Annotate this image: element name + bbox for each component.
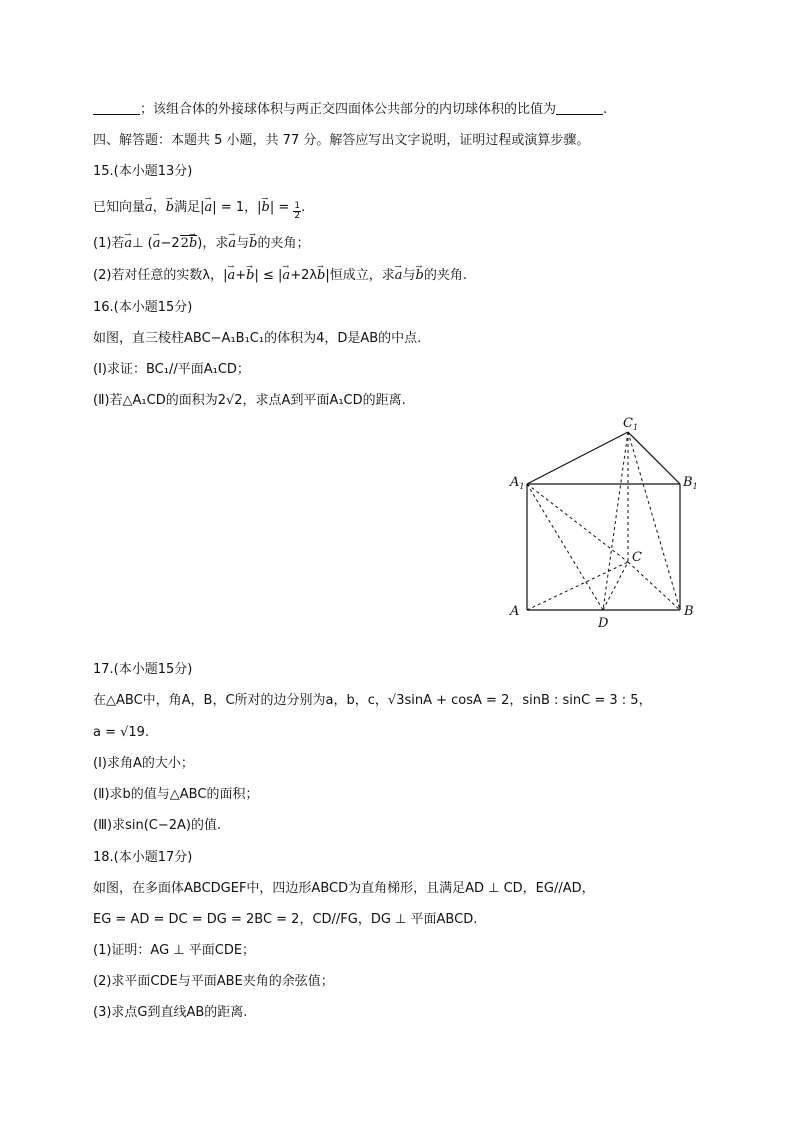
question-17-part-2: (Ⅱ)求b的值与△ABC的面积； bbox=[93, 787, 259, 802]
question-17-part-3: (Ⅲ)求sin(C−2A)的值. bbox=[93, 818, 222, 833]
prism-figure bbox=[500, 410, 710, 635]
question-18-part-3: (3)求点G到直线AB的距离. bbox=[93, 1005, 248, 1020]
vertex-label-c1: $C_1$ bbox=[623, 416, 639, 432]
question-17-part-1: (Ⅰ)求角A的大小； bbox=[93, 756, 194, 771]
question-18-stem-1: 如图，在多面体ABCDGEF中，四边形ABCD为直角梯形，且满足AD ⊥ CD，EG//AD， bbox=[93, 881, 595, 896]
vertex-label-c: C bbox=[632, 550, 642, 565]
fraction-one-half: $\frac{1}{2}$ bbox=[294, 201, 301, 221]
question-15-part-2: (2)若对任意的实数λ，|→ a+→ b| ≤ |→ a+2λ→ b|恒成立，求→ a与→ b的夹角. bbox=[93, 268, 467, 284]
prism-solid-edges bbox=[527, 432, 680, 610]
prism-hidden-edges bbox=[527, 432, 680, 610]
q14-tail-line: ；该组合体的外接球体积与两正交四面体公共部分的内切球体积的比值为 . bbox=[93, 102, 607, 118]
question-18-part-2: (2)求平面CDE与平面ABE夹角的余弦值； bbox=[93, 974, 334, 989]
answer-blank bbox=[93, 102, 140, 115]
question-16-part-1: (Ⅰ)求证：BC₁//平面A₁CD； bbox=[93, 362, 250, 377]
question-17-stem-2: a = √19. bbox=[93, 725, 150, 740]
q14-tail-text: ；该组合体的外接球体积与两正交四面体公共部分的内切球体积的比值为 bbox=[140, 102, 557, 117]
question-17-stem-1: 在△ABC中，角A，B，C所对的边分别为a，b，c，√3sinA + cosA = 2，sinB : sinC = 3 : 5， bbox=[93, 693, 652, 708]
section-heading: 四、解答题：本题共 5 小题，共 77 分。解答应写出文字说明，证明过程或演算步骤。 bbox=[93, 133, 590, 148]
question-15-header: 15.(本小题13分) bbox=[93, 164, 193, 179]
question-16-header: 16.(本小题15分) bbox=[93, 300, 193, 315]
vertex-label-a1: $A_1$ bbox=[510, 475, 525, 491]
question-16-stem: 如图，直三棱柱ABC−A₁B₁C₁的体积为4，D是AB的中点. bbox=[93, 331, 422, 346]
answer-blank bbox=[556, 102, 603, 115]
question-18-stem-2: EG = AD = DC = DG = 2BC = 2，CD//FG，DG ⊥ 平面ABCD. bbox=[93, 912, 478, 927]
vertex-label-b: B bbox=[684, 604, 694, 619]
question-15-part-1: (1)若→ a⊥ (→ a−22→ b)，求→ a与→ b的夹角； bbox=[93, 236, 309, 252]
question-16-part-2: (Ⅱ)若△A₁CD的面积为2√2，求点A到平面A₁CD的距离. bbox=[93, 393, 406, 408]
question-15-stem: 已知向量→ a，→ b满足|→ a| = 1，|→ b| = $\frac{1}{2}$ . bbox=[93, 200, 305, 221]
vertex-label-a: A bbox=[510, 604, 520, 619]
question-18-header: 18.(本小题17分) bbox=[93, 850, 193, 865]
question-18-part-1: (1)证明：AG ⊥ 平面CDE； bbox=[93, 943, 256, 958]
question-17-header: 17.(本小题15分) bbox=[93, 662, 193, 677]
vertex-label-d: D bbox=[598, 616, 609, 631]
vertex-label-b1: $B_1$ bbox=[683, 475, 698, 491]
